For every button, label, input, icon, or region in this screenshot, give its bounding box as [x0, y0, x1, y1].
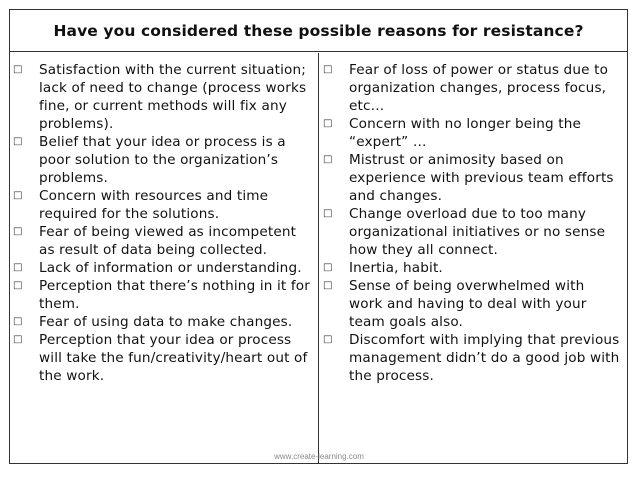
left-reasons-list — [13, 61, 314, 385]
reason-text: Sense of being overwhelmed with work and having to deal with your team goals also. — [349, 278, 587, 330]
right-column — [319, 53, 627, 463]
website-footer: www.create-learning.com — [274, 452, 364, 461]
reason-text: Satisfaction with the current situation; lack of need to change (process works fine, or current methods will fix any problems). — [39, 62, 307, 132]
list-item — [13, 313, 314, 331]
list-item — [323, 61, 621, 115]
list-item — [13, 61, 314, 133]
reason-text: Concern with resources and time required for the solutions. — [39, 188, 269, 222]
reason-text: Fear of loss of power or status due to organization changes, process focus, etc… — [349, 62, 609, 114]
list-item — [13, 259, 314, 277]
reason-text: Discomfort with implying that previous management didn’t do a good job with the process. — [349, 332, 620, 384]
checkbox-bullet-icon: □ — [13, 64, 23, 75]
checkbox-bullet-icon: □ — [13, 334, 23, 345]
list-item — [13, 223, 314, 259]
reason-text: Perception that there’s nothing in it for them. — [39, 278, 311, 312]
reason-text: Belief that your idea or process is a poor solution to the organization’s problems. — [39, 134, 286, 186]
checkbox-bullet-icon: □ — [323, 334, 333, 345]
checkbox-bullet-icon: □ — [13, 190, 23, 201]
list-item — [13, 331, 314, 385]
checkbox-bullet-icon: □ — [323, 64, 333, 75]
checkbox-bullet-icon: □ — [13, 136, 23, 147]
checkbox-bullet-icon: □ — [13, 280, 23, 291]
checkbox-bullet-icon: □ — [323, 280, 333, 291]
list-item — [323, 205, 621, 259]
list-item — [323, 151, 621, 205]
reason-text: Perception that your idea or process will take the fun/creativity/heart out of the work. — [39, 332, 308, 384]
table-header — [10, 10, 627, 52]
reason-text: Change overload due to too many organizational initiatives or no sense how they all connect. — [349, 206, 606, 258]
checkbox-bullet-icon: □ — [13, 226, 23, 237]
checkbox-bullet-icon: □ — [323, 118, 333, 129]
checkbox-bullet-icon: □ — [13, 262, 23, 273]
checkbox-bullet-icon: □ — [323, 208, 333, 219]
list-item — [323, 331, 621, 385]
resistance-table — [9, 9, 628, 464]
checkbox-bullet-icon: □ — [323, 262, 333, 273]
list-item — [323, 259, 621, 277]
reason-text: Concern with no longer being the “expert” … — [349, 116, 582, 150]
reason-text: Lack of information or understanding. — [39, 260, 302, 276]
checkbox-bullet-icon: □ — [13, 316, 23, 327]
list-item — [13, 277, 314, 313]
left-column — [10, 53, 319, 463]
table-title: Have you considered these possible reasons for resistance? — [53, 21, 584, 40]
reason-text: Fear of being viewed as incompetent as result of data being collected. — [39, 224, 297, 258]
checkbox-bullet-icon: □ — [323, 154, 333, 165]
right-reasons-list — [323, 61, 621, 385]
reason-text: Fear of using data to make changes. — [39, 314, 293, 330]
reason-text: Mistrust or animosity based on experience with previous team efforts and changes. — [349, 152, 614, 204]
reason-text: Inertia, habit. — [349, 260, 443, 276]
list-item — [13, 133, 314, 187]
list-item — [13, 187, 314, 223]
list-item — [323, 115, 621, 151]
list-item — [323, 277, 621, 331]
